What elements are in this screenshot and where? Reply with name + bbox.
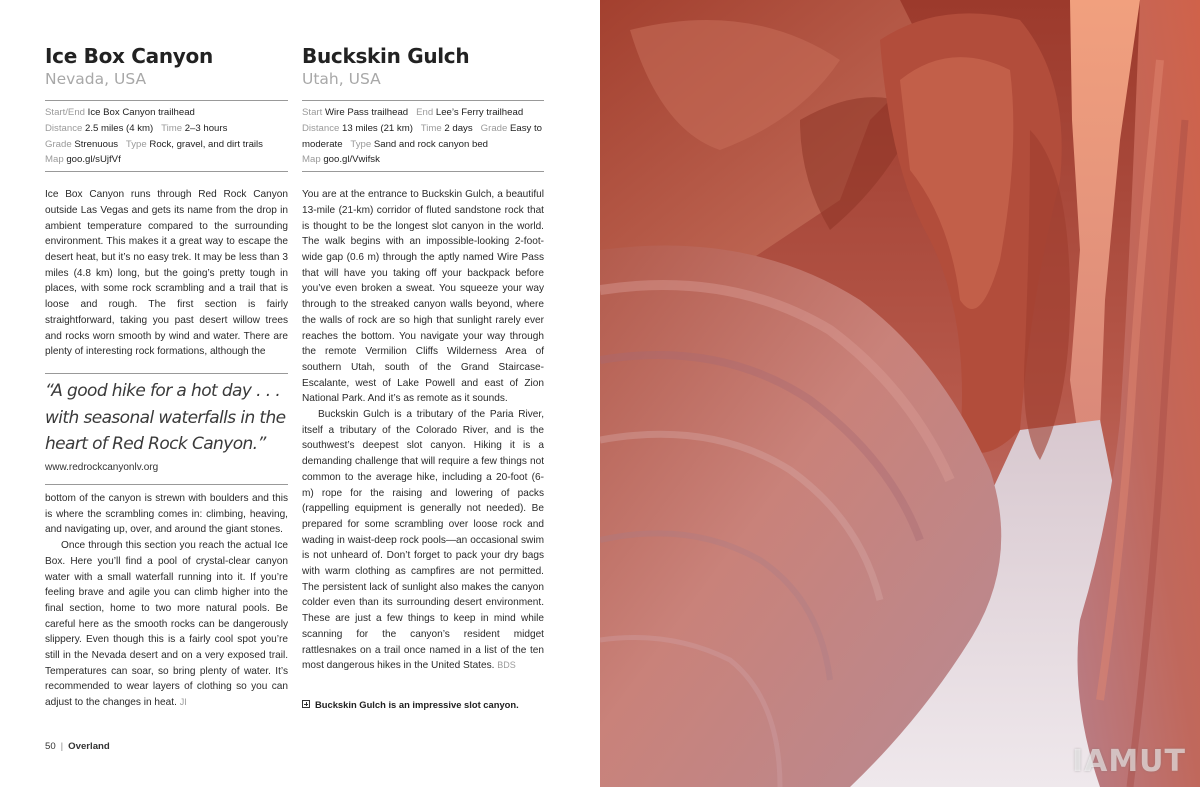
author-initials: JI bbox=[179, 697, 187, 708]
page-number: 50 bbox=[45, 741, 56, 752]
fact-label: Distance bbox=[45, 122, 83, 134]
pull-quote-text: “A good hike for a hot day . . . with seasonal waterfalls in the heart of Red Rock Canyon.” bbox=[45, 381, 286, 454]
fact-value: Easy to moderate bbox=[302, 122, 542, 150]
map-link[interactable]: goo.gl/Vwifsk bbox=[323, 154, 380, 166]
article-location: Utah, USA bbox=[302, 70, 381, 88]
author-initials: BDS bbox=[497, 660, 516, 671]
body-paragraph bbox=[302, 407, 544, 674]
fact-value: Lee’s Ferry trailhead bbox=[435, 107, 524, 118]
fact-value: Wire Pass trailhead bbox=[324, 107, 409, 118]
fact-label: Start bbox=[302, 107, 323, 118]
fact-value: 2.5 miles (4 km) bbox=[85, 122, 154, 134]
map-link[interactable]: goo.gl/sUjfVf bbox=[66, 154, 121, 166]
photo-caption bbox=[302, 699, 552, 710]
fact-value: 2–3 hours bbox=[184, 122, 228, 134]
article-location: Nevada, USA bbox=[45, 70, 147, 88]
fact-label: Map bbox=[302, 154, 321, 166]
fact-label: Type bbox=[350, 138, 372, 150]
pull-quote-box bbox=[45, 373, 288, 485]
fact-value: Ice Box Canyon trailhead bbox=[87, 107, 195, 118]
article-title: Ice Box Canyon bbox=[45, 44, 213, 68]
fact-value: 2 days bbox=[444, 122, 473, 134]
paragraph-text: Once through this section you reach the actual Ice Box. Here you’ll find a pool of crystal-clear canyon water with a small waterfall running into it. If you’re feeling brave and agile you can climb higher into the final section, home to two more natural pools. Be careful here as the smooth rocks can be dangerously slippery. Even though this is a fairly cool spot you’re still in the Nevada desert and on a very exposed trail. Temperatures can soar, so bring plenty of water. It’s recommended to wear layers of clothing so you can adjust to the changes in heat. bbox=[45, 540, 288, 709]
section-name: Overland bbox=[68, 741, 110, 752]
trail-facts-box bbox=[302, 100, 544, 172]
body-paragraph: Ice Box Canyon runs through Red Rock Canyon outside Las Vegas and gets its name from the drop in ambient temperature compared to the surrounding environment. This makes it a great way to escape the desert heat, but it’s no easy trek. It may be less than 3 miles (4.8 km) long, but the going’s pretty tough in places, with some rock scrambling and a trail that is loose and rough. The first section is fairly straightforward, taking you past desert willow trees and rocks worn smooth by wind and water. There are plenty of interesting rock formations, although the bbox=[45, 189, 288, 358]
page-footer bbox=[45, 741, 110, 752]
body-paragraph: bottom of the canyon is strewn with boulders and this is where the scrambling comes in: climbing, heaving, and navigating up, over, and around the giant stones. bbox=[45, 493, 288, 536]
article-title: Buckskin Gulch bbox=[302, 44, 470, 68]
fact-value: Sand and rock canyon bed bbox=[373, 138, 488, 150]
fact-value: Rock, gravel, and dirt trails bbox=[149, 138, 263, 150]
ice-box-canyon-article bbox=[45, 44, 288, 360]
fact-label: Type bbox=[125, 138, 147, 150]
fact-label: Start/End bbox=[45, 107, 85, 118]
caption-marker-icon bbox=[302, 700, 310, 708]
body-paragraph: You are at the entrance to Buckskin Gulch, a beautiful 13-mile (21-km) corridor of fluted sandstone rock that is thought to be the longest slot canyon in the world. The walk begins with an impossible-looking 2-foot-wide gap (0.6 m) through the aptly named Wire Pass that will have you taking off your backpack before you’ve even broken a sweat. You squeeze your way through to the streaked canyon walls beyond, where the walls of rock are so high that sunlight rarely ever reaches the bottom. You navigate your way through the remote Vermilion Cliffs Wilderness Area of southern Utah, south of the Grand Staircase-Escalante, west of Lake Powell and east of Zion National Park. And it’s as remote as it sounds. bbox=[302, 189, 544, 405]
buckskin-gulch-article bbox=[302, 44, 544, 674]
fact-label: Map bbox=[45, 154, 64, 166]
slot-canyon-illustration bbox=[600, 0, 1200, 787]
slot-canyon-photo bbox=[600, 0, 1200, 787]
article-body bbox=[45, 491, 288, 711]
fact-value: 13 miles (21 km) bbox=[342, 122, 413, 134]
pull-quote-source: www.redrockcanyonlv.org bbox=[45, 461, 159, 473]
body-paragraph bbox=[45, 538, 288, 711]
trail-facts-box bbox=[45, 100, 288, 172]
fact-label: Grade bbox=[480, 122, 508, 134]
watermark: IAMUT bbox=[1071, 744, 1186, 779]
fact-label: Time bbox=[161, 122, 183, 134]
fact-label: Time bbox=[420, 122, 442, 134]
paragraph-text: Buckskin Gulch is a tributary of the Paria River, itself a tributary of the Colorado River, and is the southwest’s deepest slot canyon. Hiking it is a demanding challenge that will require a few things not common to the average hike, including a 20-foot (6-m) rope for the raising and lowering of packs (rappelling equipment is generally not needed). Be prepared for some scrambling over loose rock and wading in waist-deep rock pools—an occasional swim is not unheard of. Don’t forget to pack your dry bags with warm clothing as campfires are not permitted. The persistent lack of sunlight also makes the canyon colder even than its surrounding desert environment. These are just a few things to keep in mind while scanning for the canyon’s resident midget rattlesnakes on a trail once named in a list of the ten most dangerous hikes in the United States. bbox=[302, 409, 544, 672]
fact-label: Grade bbox=[45, 138, 72, 150]
fact-label: Distance bbox=[302, 122, 340, 134]
article-body-continued bbox=[45, 491, 288, 711]
fact-value: Strenuous bbox=[74, 138, 119, 150]
caption-text: Buckskin Gulch is an impressive slot canyon. bbox=[315, 699, 519, 710]
footer-separator: | bbox=[60, 741, 64, 752]
article-body bbox=[45, 187, 288, 360]
article-body bbox=[302, 187, 544, 674]
fact-label: End bbox=[416, 107, 434, 118]
